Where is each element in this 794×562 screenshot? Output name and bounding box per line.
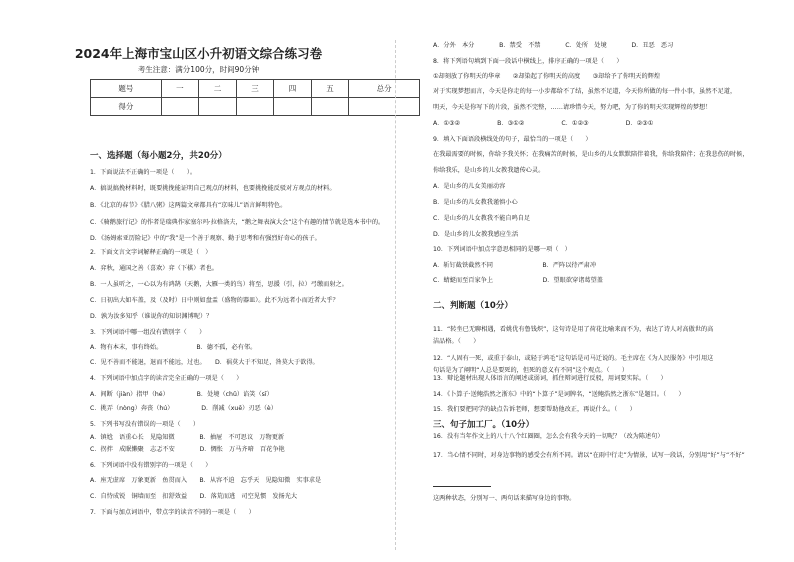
question-line: 洁品格。（ ） (433, 338, 480, 345)
question-line: 2．下面文言文字词解释正确的一项是（ ） (90, 249, 212, 256)
question-line: A．物有本末，事有终始。 B．德不孤，必有邻。 (90, 344, 257, 351)
question-line: C．是山乡的儿女教我不能自鸣自足 (433, 215, 531, 222)
paper-title: 2024年上海市宝山区小升初语文综合练习卷 (74, 46, 323, 61)
score-input-cell[interactable] (349, 98, 420, 116)
question-line: C．挑弄（nòng）奔丧（hú） D．削减（xuē）刃恶（è） (90, 405, 277, 412)
question-line: 12．“人固有一死，或重于泰山，或轻于鸿毛”这句话是司马迁说的。毛主席在《为人民服务》中引用这 (433, 355, 714, 362)
question-line: 这两种状态，分别写一、两句话来描写身边的事物。 (433, 495, 576, 502)
score-table-score-row (91, 98, 420, 116)
question-line: 1．下面说法不正确的一项是（ ）。 (90, 169, 197, 176)
question-line: D．孰为汝多知乎（谁说你的知识渊博呢）？ (90, 313, 213, 320)
score-cell: 二 (199, 80, 237, 98)
question-line: 16．没有当年作文上的八十八个红圈圈，怎么会有我今天的一切呢？（改为陈述句） (433, 433, 664, 440)
question-line: A．搞说搞挽材料时，既要挑挽能证明自己观点的材料，也要挑挽能反驳对方观点的材料。 (90, 185, 336, 192)
score-input-cell[interactable] (236, 98, 274, 116)
question-line: 7．下面与加点词语中，带点字的读音不同的一项是（ ） (90, 509, 255, 516)
score-input-cell[interactable] (199, 98, 237, 116)
question-line: C．自恃成锐 铜墙而至 扣舒效益 D．落荒而逃 司空见惯 发扬光大 (90, 493, 298, 500)
question-line: 4．下列词语中加点字的读音完全正确的一项是（ ） (90, 375, 243, 382)
question-line: A．斩钉截铁截然不同 B．严阵以待严肃冲 (433, 262, 597, 269)
question-line: A．镇尬 语重心长 见隐知微 B．抽屉 不可思议 万物更新 (90, 434, 285, 441)
section-heading: 一、选择题（每小题2分，共20分） (90, 151, 227, 161)
question-line: C．日初出大如车盖，及（及时）日中则如盘盂（盛物的器皿）。此不为远者小而近者大乎？ (90, 297, 339, 304)
question-line: 13．辩论题材出现人体语言的阐述或弱词，抓住辩词进行反驳，用词要实际。（ ） (433, 375, 667, 382)
question-line: A．座无虚席 万象更新 鱼贯而入 B．从容不迫 忘乎天 见隐知微 实事求是 (90, 477, 322, 484)
score-cell: 四 (274, 80, 312, 98)
section-heading: 三、句子加工厂。（10分） (433, 420, 535, 430)
column-divider (395, 40, 396, 550)
question-line: 6．下列词语中没有错别字的一项是（ ） (90, 462, 212, 469)
question-line: 明天，今天是你写下的片段，虽然不完整，……请珍惜今天，努力吧，为了你的明天实现辉煌的梦想！ (433, 104, 712, 111)
score-table (90, 79, 420, 116)
question-line: C．拐拌 成眠懒聚 志忑不安 D．惆怅 万马齐喑 百花争艳 (90, 446, 285, 453)
question-line: 你给我乐，是山乡的儿女教我遗传心灵。 (433, 167, 545, 174)
question-line: B．是山乡的儿女教我谨慎小心 (433, 199, 518, 206)
question-line: 10．下列词语中加点字意思相同的是哪一项（ ） (433, 246, 571, 253)
question-line: ①却刻放了你明天的华章 ②却染起了你明天的高度 ③却给予了你明天的辉煌 (433, 73, 661, 80)
question-line: 3．下列词语中哪一组没有错别字（ ） (90, 329, 206, 336)
question-line: A．弈秋，通国之善（喜欢）弈（下棋）者也。 (90, 265, 218, 272)
section-heading: 二、判断题（10分） (433, 301, 513, 311)
question-line: A．分外 本分 B．禁受 不禁 C．处所 处境 D．丑恶 恶习 (433, 42, 674, 49)
score-input-cell[interactable] (161, 98, 199, 116)
score-cell: 一 (161, 80, 199, 98)
answer-blank-line (433, 486, 491, 487)
question-line: C．蜻蜓而至百家争上 D．望眼欲穿诸葛望盖 (433, 277, 603, 284)
score-cell: 三 (236, 80, 274, 98)
question-line: D．是山乡的儿女教我感应生活 (433, 231, 519, 238)
question-line: 对于实现梦想而言，今天是你走的每一小步都给不了结，虽然不足道，今天你所做的每一件小事，虽然不足道， (433, 88, 737, 95)
question-line: B．《北京的春节》《腊八粥》这两篇文章都具有“京味儿”语言鲜明特色。 (90, 202, 287, 209)
question-line: 8．将下列语句填到下面一段话中横线上，排序正确的一项是（ ） (433, 58, 623, 65)
question-line: A．是山乡的儿女美丽动容 (433, 183, 506, 190)
score-input-cell[interactable] (311, 98, 349, 116)
question-line: A．①③② B．③①② C．①②③ D．②③① (433, 120, 654, 127)
score-cell: 五 (311, 80, 349, 98)
question-line: D．《汤姆索亚历险记》中的“我”是一个善于观察、勤于思考和有强烈好奇心的孩子。 (90, 235, 321, 242)
score-cell: 总分 (349, 80, 420, 98)
question-line: 句话是为了阐明“人总是要死的，但死的意义有不同”这个观点。（ ） (433, 367, 629, 374)
score-cell: 题号 (91, 80, 162, 98)
question-line: 在我最需要的时候，你给予我关怀；在我痛苦的时候，是山乡的儿女默默陪伴着我，你给我陪伴；在我悲伤的时候， (433, 151, 749, 158)
score-input-cell[interactable] (274, 98, 312, 116)
question-line: C．见不善而不能退，退而不能远，过也。 D．祸莫大于不知足，咎莫大于欲得。 (90, 359, 319, 366)
question-line: C．《骑鹅旅行记》的作者是瑞典作家塞尔玛·拉格洛夫，“鹅之舞表演大会”这个有趣的情节就是选本书中的。 (90, 219, 385, 226)
score-table-header-row (91, 80, 420, 98)
question-line: 14．《卜算子·送鲍浩然之浙东》中的“卜算子”是词牌名，“送鲍浩然之浙东”是题目。（ ） (433, 391, 685, 398)
exam-notice: 考生注意：满分100分，时间90分钟 (137, 65, 260, 74)
question-line: 17．当心情不同时，对身边事物的感受会有所不同。请以“在雨中行走”为情景，试写一段话，分别用“好”与“不好” (433, 452, 745, 459)
question-line: B．一人虽听之，一心以为有鸿鹄（天鹅，大雁一类的鸟）将至，思援（引，拉）弓缴而射之。 (90, 281, 348, 288)
question-line: 9．填入下面语段横线处的句子，最恰当的一项是（ ） (433, 136, 592, 143)
question-line: A．间断（jiàn）指甲（hé） B．处境（chǔ）谄笑（sī） (90, 391, 273, 398)
score-cell: 得分 (91, 98, 162, 116)
question-line: 5．下列书写没有错误的一项是（ ） (90, 421, 200, 428)
question-line: 15．我们要把同学的缺点告诉老师，想要帮助他改正，再说什么。（ ） (433, 406, 636, 413)
question-line: 11．“转坐已无聊相遇，看姚优有鲁钱炽”，这句诗是用了荷花比喻来而不为，表达了诗人对高傲世的高 (433, 326, 714, 333)
